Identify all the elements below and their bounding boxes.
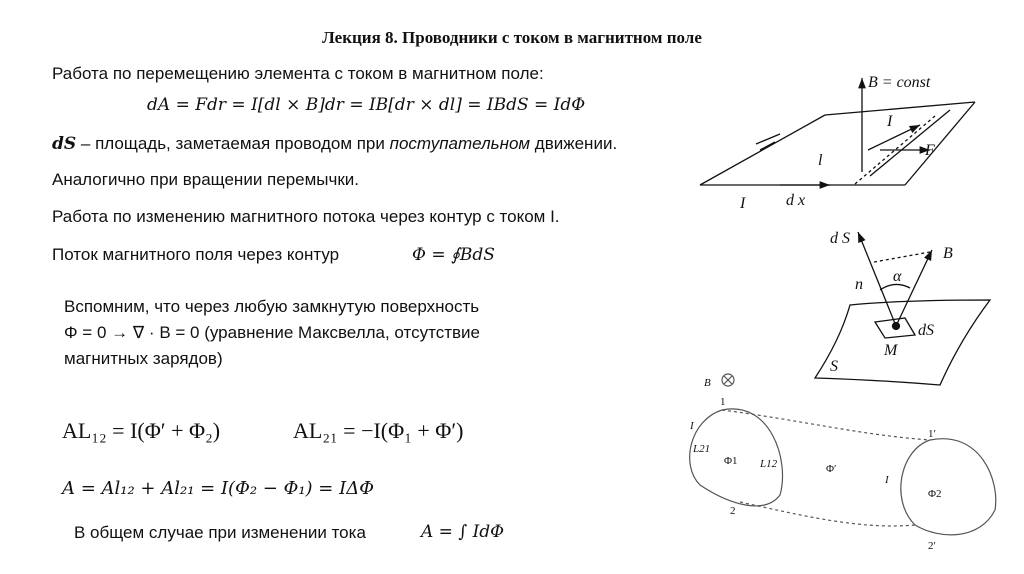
rail-diagram — [700, 78, 975, 185]
connector-bottom — [740, 502, 915, 526]
s-label: S — [830, 358, 838, 375]
point-2prime-label: 2′ — [928, 540, 936, 552]
dx-label: d x — [786, 192, 806, 209]
phi1-label: Φ1 — [724, 455, 738, 467]
ds-end: движении. — [530, 134, 618, 153]
dashed-link — [874, 252, 930, 262]
remember-line-2: Φ = 0 → ∇ · B = 0 (уравнение Максвелла, отсутствие — [64, 323, 480, 342]
battery-plate-1 — [760, 142, 775, 150]
current-arrow-top — [868, 125, 920, 150]
work-l12-formula: AL₁₂ = I(Φ′ + Φ₂) — [62, 418, 221, 443]
i-bottom-label: I — [740, 195, 746, 212]
phi-prime-label: Φ′ — [826, 463, 837, 475]
l-label: l — [818, 152, 823, 169]
b-vector-label: B — [943, 245, 953, 262]
n-label: n — [855, 276, 863, 293]
b-label-3: B — [704, 377, 711, 389]
flux-formula: Φ = ∮BdS — [412, 245, 495, 265]
general-case-formula: A = ∫ IdΦ — [421, 522, 505, 542]
ds-vector-arrow — [858, 232, 896, 326]
flux-work-line: Работа по изменению магнитного потока через контур с током I. — [52, 207, 560, 226]
l12-label: L12 — [760, 458, 778, 470]
general-case-line: В общем случае при изменении тока — [74, 523, 366, 542]
rail-right-bar — [905, 102, 975, 185]
point-1prime-label: 1′ — [928, 428, 936, 440]
loop-right — [901, 439, 996, 535]
point-1-label: 1 — [720, 396, 726, 408]
f-label: F — [925, 142, 935, 159]
point-2-label: 2 — [730, 505, 736, 517]
remember-line-3: магнитных зарядов) — [64, 349, 223, 368]
work-move-line: Работа по перемещению элемента с током в магнитном поле: — [52, 64, 544, 83]
flux-def-line: Поток магнитного поля через контур — [52, 245, 340, 264]
page-title: Лекция 8. Проводники с током в магнитном поле — [322, 28, 702, 47]
surface-diagram — [815, 232, 990, 385]
rail-left-edge — [700, 115, 825, 185]
i-right-label: I — [885, 474, 889, 486]
i-top-label: I — [887, 113, 893, 130]
work-total-formula: A = Al₁₂ + Al₂₁ = I(Φ₂ − Φ₁) = IΔΦ — [62, 478, 374, 499]
similar-line: Аналогично при вращении перемычки. — [52, 170, 360, 189]
rail-top-back — [825, 102, 975, 115]
b-const-label: B = const — [868, 74, 931, 91]
ds-italic: поступательном — [389, 134, 531, 153]
l21-label: L21 — [693, 443, 711, 455]
connector-top — [722, 410, 930, 440]
remember-line-1: Вспомним, что через любую замкнутую поверхность — [64, 297, 480, 316]
ds-label: dS — [918, 322, 934, 339]
work-equation: dA = Fdr = I[dl × B]dr = IB[dr × dl] = IBdS = IdΦ — [147, 95, 586, 115]
ds-symbol: dS — [52, 134, 77, 154]
m-label: M — [884, 342, 898, 359]
i-left-label: I — [690, 420, 694, 432]
ds-rest: – площадь, заметаемая проводом при — [76, 134, 390, 153]
ds-vector-label: d S — [830, 230, 850, 247]
alpha-label: α — [893, 268, 902, 285]
phi2-label: Φ2 — [928, 488, 942, 500]
b-vector-arrow-2 — [896, 250, 932, 326]
work-l21-formula: AL₂₁ = −I(Φ₁ + Φ′) — [293, 418, 464, 443]
